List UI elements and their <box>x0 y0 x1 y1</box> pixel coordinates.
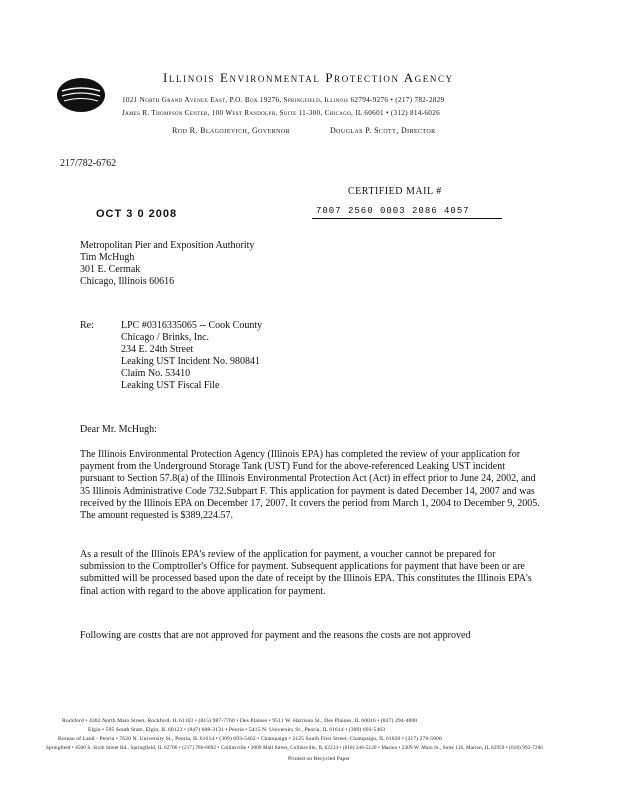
re-line-1: LPC #0316335065 -- Cook County <box>121 320 263 331</box>
date-stamp: OCT 3 0 2008 <box>96 208 178 220</box>
re-label: Re: <box>80 320 94 331</box>
certified-mail-underline <box>312 218 502 219</box>
re-line-3: 234 E. 24th Street <box>121 344 194 355</box>
re-line-5: Claim No. 53410 <box>121 368 191 379</box>
address-line-2: James R. Thompson Center, 100 West Randolph, Suite 11-300, Chicago, IL 60601 • (312) 814-6026 <box>122 109 440 117</box>
paragraph-review: The Illinois Environmental Protection Agency (Illinois EPA) has completed the review of your application for payment from the Underground Storage Tank (UST) Fund for the above-referenced Leaking UST incident pursuant to Section 57.8(a) of the Illinois Environmental Protection Act (Act) in effect prior to June 24, 2002, and 35 Illinois Administrative Code 732.Subpart F. This application for payment is dated December 14, 2007 and was received by the Illinois EPA on December 17, 2007. It covers the period from March 1, 2004 to December 9, 2005. The amount requested is $389,224.57. <box>80 449 540 522</box>
director-name: Douglas P. Scott, Director <box>330 126 436 135</box>
paragraph-costs: Following are costts that are not approved for payment and the reasons the costs are not approved <box>80 630 471 641</box>
phone-number: 217/782-6762 <box>60 158 117 169</box>
re-line-2: Chicago / Brinks, Inc. <box>121 332 210 343</box>
recipient-line-2: Tim McHugh <box>80 252 135 263</box>
recipient-line-4: Chicago, Illinois 60616 <box>80 276 175 287</box>
recipient-line-1: Metropolitan Pier and Exposition Authority <box>80 240 255 251</box>
footer-offices-line-1: Rockford • 4302 North Main Street, Rockford, IL 61103 • (815) 987-7760 • Des Plaines • 9511 W. Harrison St., Des Plaines, IL 60016 • (847) 294-4000 <box>62 718 418 724</box>
paragraph-voucher: As a result of the Illinois EPA's review of the application for payment, a voucher cannot be prepared for submission to the Comptroller's Office for payment. Subsequent applications for payment that have been or are submitted will be processed based upon the date of receipt by the Illinois EPA. This constitutes the Illinois EPA's final action with regard to the above application for payment. <box>80 549 532 597</box>
address-line-1: 1021 North Grand Avenue East, P.O. Box 19276, Springfield, Illinois 62794-9276 • (217) 782-2829 <box>122 96 445 104</box>
certified-mail-number: 7007 2560 0003 2086 4057 <box>316 206 470 216</box>
recipient-line-3: 301 E. Cermak <box>80 264 141 275</box>
certified-mail-label: CERTIFIED MAIL # <box>348 186 442 197</box>
re-line-4: Leaking UST Incident No. 980841 <box>121 356 260 367</box>
salutation: Dear Mr. McHugh: <box>80 424 157 435</box>
governor-name: Rod R. Blagojevich, Governor <box>172 126 290 135</box>
footer-offices-line-2: Elgin • 595 South State, Elgin, IL 60123 • (847) 608-3131 • Peoria • 5415 N. University St., Peoria, IL 61614 • (309) 693-5463 <box>88 727 386 733</box>
agency-name: Illinois Environmental Protection Agency <box>163 70 454 85</box>
re-line-6: Leaking UST Fiscal File <box>121 380 220 391</box>
recycled-paper-note: Printed on Recycled Paper <box>288 756 350 762</box>
footer-offices-line-4: Springfield • 4500 S. Sixth Street Rd., Springfield, IL 62706 • (217) 786-6892 • Collinsville • 2009 Mall Street, Collinsville, IL 62234 • (618) 346-5120 • Marion • 2309 W. Main St., Suite 116, Marion, IL 62959 • (618) 993-7200 <box>46 745 543 751</box>
footer-offices-line-3: Bureau of Land - Peoria • 7620 N. University St., Peoria, IL 61614 • (309) 693-5462 • Champaign • 2125 South First Street, Champaign, IL 61820 • (217) 278-5800 <box>58 736 442 742</box>
agency-seal-logo <box>56 76 106 114</box>
